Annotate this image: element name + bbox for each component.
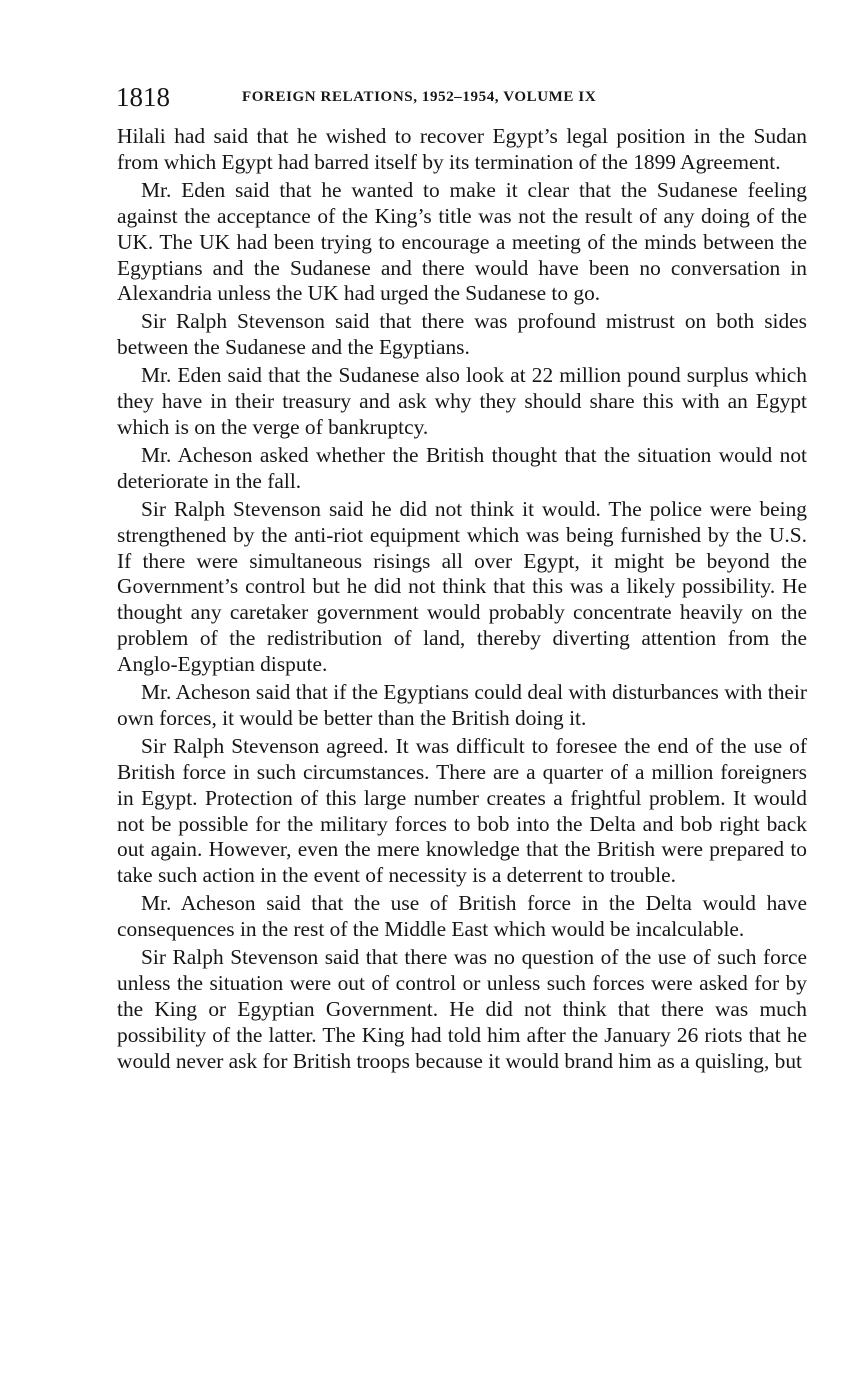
paragraph: Mr. Eden said that he wanted to make it clear that the Sudanese feeling against the acceptance of the King’s title was not the result of any doing of the UK. The UK had been trying to encourage a meeting of the minds between the Egyptians and the Sudanese and there would have been no conversation in Alexandria unless the UK had urged the Sudanese to go.	[117, 177, 807, 306]
paragraph: Sir Ralph Stevenson agreed. It was difficult to foresee the end of the use of British force in such circumstances. There are a quarter of a million foreigners in Egypt. Protection of this large number creates a frightful problem. It would not be possible for the military forces to bob into the Delta and bob right back out again. However, even the mere knowledge that the British were prepared to take such action in the event of necessity is a deterrent to trouble.	[117, 733, 807, 888]
paragraph: Mr. Acheson asked whether the British thought that the situation would not deteriorate in the fall.	[117, 442, 807, 493]
paragraph: Mr. Acheson said that the use of British force in the Delta would have consequences in the rest of the Middle East which would be incalculable.	[117, 891, 807, 942]
paragraph: Mr. Eden said that the Sudanese also look at 22 million pound surplus which they have in their treasury and ask why they should share this with an Egypt which is on the verge of bankruptcy.	[117, 363, 807, 439]
paragraph: Hilali had said that he wished to recover Egypt’s legal position in the Sudan from which Egypt had barred itself by its termination of the 1899 Agreement.	[117, 124, 807, 174]
paragraph: Sir Ralph Stevenson said he did not think it would. The police were being strengthened by the anti-riot equipment which was being furnished by the U.S. If there were simultaneous risings all over Egypt, it might be beyond the Government’s control but he did not think that this was a likely possibility. He thought any caretaker government would probably concentrate heavily on the problem of the redistribution of land, thereby diverting attention from the Anglo-Egyptian dispute.	[117, 496, 807, 677]
running-title: FOREIGN RELATIONS, 1952–1954, VOLUME IX	[242, 89, 597, 105]
body-text	[117, 124, 807, 1077]
paragraph: Sir Ralph Stevenson said that there was profound mistrust on both sides between the Sudanese and the Egyptians.	[117, 309, 807, 360]
page-number: 1818	[116, 82, 170, 112]
paragraph: Sir Ralph Stevenson said that there was no question of the use of such force unless the situation were out of control or unless such forces were asked for by the King or Egyptian Government. He did not think that there was much possibility of the latter. The King had told him after the January 26 riots that he would never ask for British troops because it would brand him as a quisling, but	[117, 945, 807, 1073]
paragraph: Mr. Acheson said that if the Egyptians could deal with disturbances with their own forces, it would be better than the British doing it.	[117, 680, 807, 730]
running-head	[116, 82, 806, 116]
